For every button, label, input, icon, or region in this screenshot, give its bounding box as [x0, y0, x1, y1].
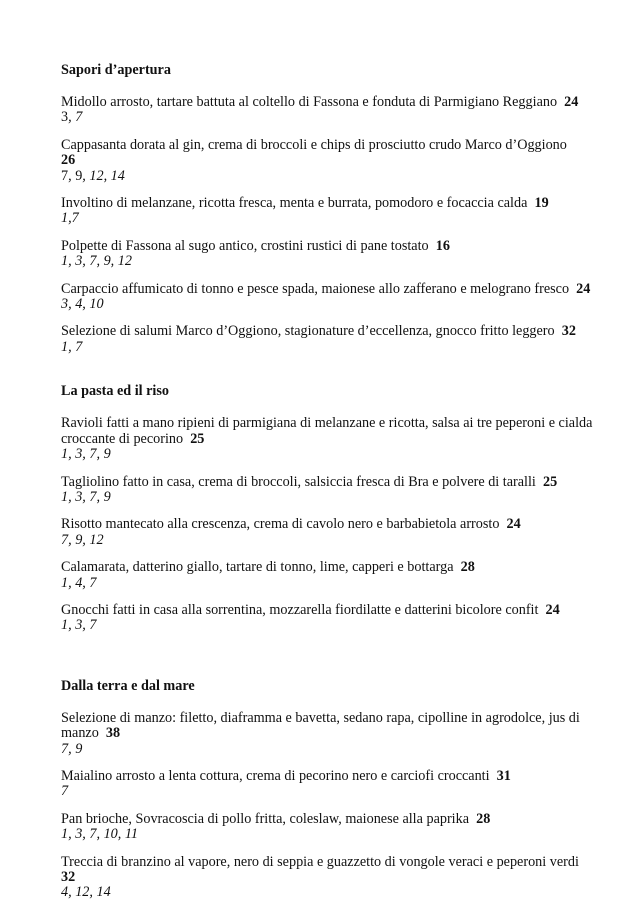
allergen-codes	[61, 340, 600, 355]
menu-item-description	[61, 603, 600, 618]
allergen-code: 7	[89, 488, 97, 505]
allergen-separator: ,	[82, 617, 90, 634]
dish-price: 25	[542, 473, 558, 490]
allergen-separator: ,	[82, 826, 90, 843]
allergen-separator: ,	[110, 253, 118, 270]
menu-item-description	[61, 239, 600, 254]
allergen-code: 1	[61, 826, 69, 843]
allergen-code: 3	[61, 109, 69, 126]
dish-price: 24	[576, 280, 591, 297]
dish-price: 38	[105, 725, 121, 742]
menu-section	[61, 62, 600, 355]
menu-item	[61, 769, 600, 800]
allergen-code: 12	[75, 884, 90, 901]
allergen-code: 10	[89, 296, 104, 313]
allergen-code: 7	[89, 446, 97, 463]
allergen-separator: ,	[68, 167, 76, 184]
allergen-separator: ,	[68, 617, 76, 634]
allergen-codes	[61, 297, 600, 312]
allergen-code: 3	[75, 446, 83, 463]
menu-item	[61, 138, 600, 184]
allergen-codes	[61, 784, 600, 799]
allergen-code: 10	[103, 826, 118, 843]
allergen-code: 1	[61, 446, 69, 463]
allergen-separator: ,	[68, 109, 76, 126]
section-title: La pasta ed il riso	[61, 383, 169, 400]
allergen-code: 7	[71, 210, 79, 227]
allergen-codes	[61, 254, 600, 269]
allergen-separator: ,	[82, 296, 90, 313]
allergen-code: 12	[89, 531, 104, 548]
dish-name: Maialino arrosto a lenta cottura, crema di pecorino nero e carciofi croccanti	[61, 767, 490, 784]
allergen-code: 1	[61, 617, 69, 634]
allergen-codes	[61, 618, 600, 633]
allergen-code: 3	[61, 296, 69, 313]
menu-item	[61, 475, 600, 506]
allergen-separator: ,	[82, 446, 90, 463]
allergen-codes	[61, 576, 600, 591]
allergen-separator: ,	[68, 253, 76, 270]
allergen-codes	[61, 447, 600, 462]
menu-sections	[61, 62, 600, 901]
allergen-separator: ,	[82, 253, 90, 270]
dish-price: 28	[476, 810, 491, 827]
allergen-separator: ,	[68, 884, 76, 901]
allergen-separator: ,	[68, 210, 72, 227]
allergen-code: 9	[75, 531, 83, 548]
dish-name: Midollo arrosto, tartare battuta al coltello di Fassona e fonduta di Parmigiano Reggiano	[61, 94, 558, 110]
menu-item-description	[61, 711, 600, 742]
menu-section	[61, 383, 600, 633]
allergen-separator: ,	[96, 446, 104, 463]
allergen-code: 1	[61, 210, 69, 227]
allergen-codes	[61, 211, 600, 226]
allergen-separator: ,	[96, 826, 104, 843]
dish-name: Calamarata, datterino giallo, tartare di tonno, lime, capperi e bottarga	[61, 559, 454, 576]
dish-name: Ravioli fatti a mano ripieni di parmigiana di melanzane e ricotta, salsa ai tre peperoni e cialda croccante di pecorino	[61, 415, 593, 447]
dish-price: 16	[435, 237, 450, 254]
allergen-separator: ,	[82, 574, 90, 591]
dish-name: Involtino di melanzane, ricotta fresca, menta e burrata, pomodoro e focaccia calda	[61, 195, 528, 212]
allergen-code: 7	[61, 783, 69, 800]
menu-item	[61, 560, 600, 591]
allergen-code: 14	[110, 167, 125, 184]
allergen-code: 9	[103, 488, 111, 505]
allergen-code: 9	[103, 253, 111, 270]
section-title: Dalla terra e dal mare	[61, 677, 195, 694]
menu-item	[61, 239, 600, 270]
menu-item	[61, 282, 600, 313]
allergen-codes	[61, 533, 600, 548]
menu-item-description	[61, 560, 600, 575]
menu-item-description	[61, 416, 600, 447]
allergen-code: 7	[89, 617, 97, 634]
allergen-separator: ,	[68, 488, 76, 505]
menu-item	[61, 95, 600, 126]
allergen-separator: ,	[96, 488, 104, 505]
dish-name: Treccia di branzino al vapore, nero di seppia e guazzetto di vongole veraci e peperoni verdi	[61, 853, 579, 870]
dish-price: 26	[61, 152, 76, 169]
allergen-separator: ,	[68, 740, 76, 757]
allergen-separator: ,	[82, 531, 90, 548]
allergen-separator: ,	[68, 338, 76, 355]
allergen-code: 7	[61, 531, 69, 548]
menu-item-description	[61, 324, 600, 339]
allergen-codes	[61, 490, 600, 505]
allergen-separator: ,	[68, 446, 76, 463]
allergen-separator: ,	[68, 296, 76, 313]
allergen-separator: ,	[68, 826, 76, 843]
dish-name: Gnocchi fatti in casa alla sorrentina, mozzarella fiordilatte e datterini bicolore confit	[61, 601, 539, 618]
allergen-code: 4	[75, 574, 83, 591]
menu-item-description	[61, 95, 600, 110]
menu-item	[61, 416, 600, 462]
menu-section	[61, 678, 600, 901]
allergen-code: 7	[75, 338, 83, 355]
allergen-code: 3	[75, 617, 83, 634]
allergen-separator: ,	[68, 574, 76, 591]
allergen-code: 12	[117, 253, 132, 270]
allergen-code: 9	[75, 167, 83, 184]
menu-item-description	[61, 517, 600, 532]
dish-name: Risotto mantecato alla crescenza, crema di cavolo nero e barbabietola arrosto	[61, 516, 500, 533]
allergen-code: 1	[61, 574, 69, 591]
allergen-code: 7	[61, 740, 69, 757]
dish-name: Tagliolino fatto in casa, crema di broccoli, salsiccia fresca di Bra e polvere di taralli	[61, 473, 536, 490]
allergen-code: 1	[61, 253, 69, 270]
allergen-code: 4	[75, 296, 83, 313]
allergen-code: 12	[89, 167, 104, 184]
allergen-code: 7	[89, 826, 97, 843]
menu-item	[61, 196, 600, 227]
dish-price: 24	[564, 94, 579, 110]
allergen-code: 3	[75, 253, 83, 270]
allergen-codes	[61, 827, 600, 842]
allergen-separator: ,	[82, 488, 90, 505]
allergen-code: 3	[75, 826, 83, 843]
allergen-code: 1	[61, 488, 69, 505]
allergen-code: 4	[61, 884, 69, 901]
menu-item-description	[61, 138, 600, 169]
allergen-code: 9	[75, 740, 83, 757]
allergen-code: 3	[75, 488, 83, 505]
dish-price: 32	[561, 323, 576, 340]
allergen-separator: ,	[68, 531, 76, 548]
menu-item	[61, 324, 600, 355]
allergen-separator: ,	[96, 253, 104, 270]
allergen-codes	[61, 742, 600, 757]
menu-item-description	[61, 855, 600, 886]
menu-item-description	[61, 196, 600, 211]
allergen-codes	[61, 169, 600, 184]
allergen-code: 7	[75, 109, 83, 126]
menu-item	[61, 812, 600, 843]
dish-price: 25	[190, 430, 205, 447]
menu-item-description	[61, 282, 600, 297]
dish-name: Cappasanta dorata al gin, crema di broccoli e chips di prosciutto crudo Marco d’Oggiono	[61, 136, 567, 153]
menu-item	[61, 517, 600, 548]
dish-price: 24	[545, 601, 560, 618]
menu-item	[61, 711, 600, 757]
dish-price: 31	[496, 767, 511, 784]
dish-price: 19	[534, 195, 549, 212]
allergen-code: 11	[124, 826, 138, 843]
menu-item	[61, 855, 600, 901]
dish-price: 24	[506, 516, 521, 533]
dish-name: Selezione di salumi Marco d’Oggiono, stagionature d’eccellenza, gnocco fritto leggero	[61, 323, 555, 340]
allergen-codes	[61, 885, 600, 900]
dish-name: Pan brioche, Sovracoscia di pollo fritta, coleslaw, maionese alla paprika	[61, 810, 470, 827]
menu-item-description	[61, 769, 600, 784]
dish-name: Selezione di manzo: filetto, diaframma e bavetta, sedano rapa, cipolline in agrodolce, jus di manzo	[61, 709, 580, 742]
allergen-code: 7	[61, 167, 69, 184]
allergen-separator: ,	[89, 884, 97, 901]
allergen-separator: ,	[117, 826, 125, 843]
allergen-code: 9	[103, 446, 111, 463]
allergen-code: 14	[96, 884, 111, 901]
dish-name: Carpaccio affumicato di tonno e pesce spada, maionese allo zafferano e melograno fresco	[61, 280, 570, 297]
menu-item-description	[61, 475, 600, 490]
dish-price: 28	[460, 559, 475, 576]
allergen-separator: ,	[82, 167, 90, 184]
allergen-separator: ,	[103, 167, 111, 184]
section-title: Sapori d’apertura	[61, 62, 171, 78]
allergen-codes	[61, 110, 600, 125]
menu-item	[61, 603, 600, 634]
dish-name: Polpette di Fassona al sugo antico, crostini rustici di pane tostato	[61, 237, 429, 254]
allergen-code: 7	[89, 253, 97, 270]
allergen-code: 1	[61, 338, 69, 355]
dish-price: 32	[61, 869, 76, 885]
menu-item-description	[61, 812, 600, 827]
allergen-code: 7	[89, 574, 97, 591]
